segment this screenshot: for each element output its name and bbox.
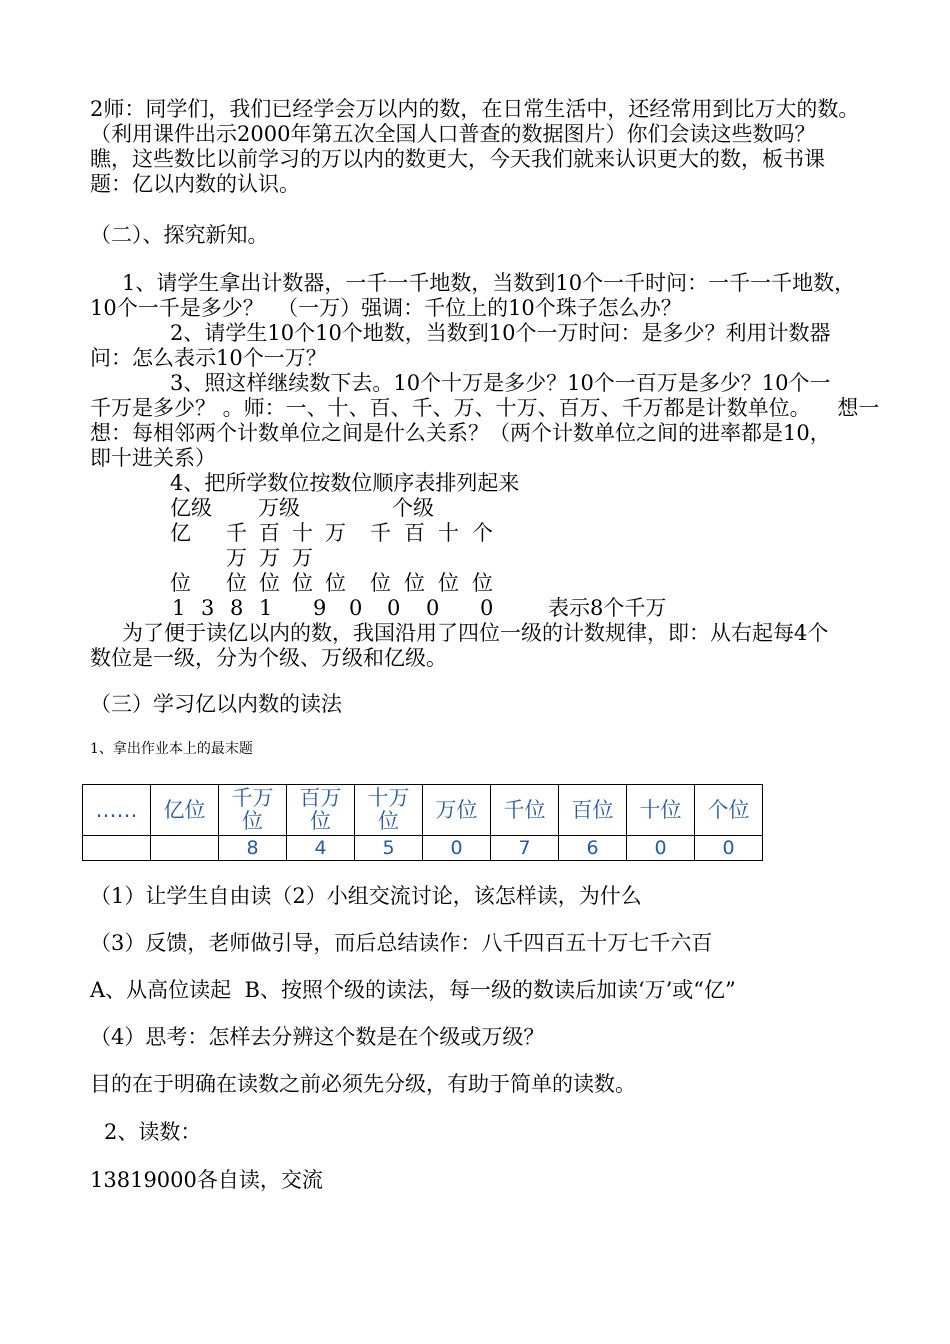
explore-line-7: 想：每相邻两个计数单位之间是什么关系？（两个计数单位之间的进率都是10， (90, 421, 831, 445)
table-cell: 0 (695, 836, 763, 861)
explore-line-8: 即十进关系） (90, 446, 216, 470)
step-1: （1）让学生自由读（2）小组交流讨论，该怎样读，为什么 (90, 884, 642, 908)
explore-line-4: 问：怎么表示10个一万？ (90, 346, 327, 370)
digit: 1 (259, 596, 273, 620)
unit-bottom: 位 (438, 571, 459, 595)
explore-line-2: 10个一千是多少？ （一万）强调：千位上的10个珠子怎么办？ (90, 296, 682, 320)
table-cell (151, 836, 219, 861)
task-1: 1、拿出作业本上的最末题 (90, 741, 253, 757)
table-header-cell: 个位 (695, 785, 763, 836)
unit-bottom: 位 (325, 571, 346, 595)
table-cell: 0 (423, 836, 491, 861)
place-value-table (82, 784, 763, 861)
digit: 9 (313, 596, 327, 620)
table-header-cell: 百万 位 (287, 785, 355, 836)
unit-top: 个 (472, 521, 493, 545)
table-header-cell: 亿位 (151, 785, 219, 836)
digit: 1 (172, 596, 186, 620)
step-6: 2、读数： (104, 1120, 202, 1144)
table-header-cell: 千位 (491, 785, 559, 836)
group-label-wan: 万级 (258, 496, 300, 520)
intro-line-1: 2师：同学们，我们已经学会万以内的数，在日常生活中，还经常用到比万大的数。 (90, 97, 860, 121)
table-cell: 5 (355, 836, 423, 861)
step-2: （3）反馈，老师做引导，而后总结读作：八千四百五十万七千六百 (90, 931, 713, 955)
explore-line-9: 4、把所学数位按数位顺序表排列起来 (170, 471, 520, 495)
table-header-cell: 千万 位 (219, 785, 287, 836)
unit-bottom: 位 (259, 571, 280, 595)
unit-top: 千 (370, 521, 391, 545)
digit: 8 (230, 596, 244, 620)
step-4: （4）思考：怎样去分辨这个数是在个级或万级？ (90, 1025, 545, 1049)
table-header-cell: 百位 (559, 785, 627, 836)
unit-top: 百 (404, 521, 425, 545)
rule-line-2: 数位是一级，分为个级、万级和亿级。 (90, 646, 447, 670)
unit-top: 十 (292, 521, 313, 545)
unit-bottom: 位 (472, 571, 493, 595)
digit-note: 表示8个千万 (548, 596, 667, 620)
intro-line-3: 瞧，这些数比以前学习的万以内的数更大，今天我们就来认识更大的数，板书课 (90, 147, 825, 171)
unit-mid: 万 (226, 546, 247, 570)
table-cell: 0 (627, 836, 695, 861)
explore-line-1: 1、请学生拿出计数器，一千一千地数，当数到10个一千时问：一千一千地数， (122, 271, 856, 295)
unit-bottom: 位 (226, 571, 247, 595)
table-header-row (83, 785, 763, 836)
unit-top: 千 (226, 521, 247, 545)
group-label-ge: 个级 (392, 496, 434, 520)
unit-bottom: 位 (292, 571, 313, 595)
digit: 3 (201, 596, 215, 620)
unit-top: 亿 (170, 521, 191, 545)
table-cell: 4 (287, 836, 355, 861)
table-cell (83, 836, 151, 861)
table-header-cell: 十位 (627, 785, 695, 836)
table-cell: 6 (559, 836, 627, 861)
digit: 0 (349, 596, 363, 620)
group-label-yi: 亿级 (170, 496, 212, 520)
unit-mid: 万 (259, 546, 280, 570)
table-header-cell: 万位 (423, 785, 491, 836)
table-header-cell: 十万 位 (355, 785, 423, 836)
intro-line-4: 题：亿以内数的认识。 (90, 172, 300, 196)
step-5: 目的在于明确在读数之前必须先分级，有助于简单的读数。 (90, 1072, 636, 1096)
unit-bottom: 位 (370, 571, 391, 595)
table-row (83, 836, 763, 861)
table-cell: 8 (219, 836, 287, 861)
explore-line-6: 千万是多少？ 。师：一、十、百、千、万、十万、百万、千万都是计数单位。 想一 (90, 396, 880, 420)
section-2-heading: （二）、探究新知。 (90, 223, 269, 247)
unit-top: 十 (438, 521, 459, 545)
digit: 0 (426, 596, 440, 620)
table-cell: 7 (491, 836, 559, 861)
explore-line-3: 2、请学生10个10个地数，当数到10个一万时问：是多少？利用计数器 (170, 321, 831, 345)
intro-line-2: （利用课件出示2000年第五次全国人口普查的数据图片）你们会读这些数吗？ (90, 122, 816, 146)
digit: 0 (480, 596, 494, 620)
step-7: 13819000各自读，交流 (90, 1168, 323, 1192)
digit: 0 (387, 596, 401, 620)
unit-top: 百 (259, 521, 280, 545)
explore-line-5: 3、照这样继续数下去。10个十万是多少？10个一百万是多少？10个一 (170, 371, 831, 395)
unit-mid: 万 (292, 546, 313, 570)
step-3: A、从高位读起 B、按照个级的读法，每一级的数读后加读‘万’或“亿” (90, 978, 736, 1002)
unit-bottom: 位 (170, 571, 191, 595)
table-header-cell: …… (83, 785, 151, 836)
rule-line-1: 为了便于读亿以内的数，我国沿用了四位一级的计数规律，即：从右起每4个 (122, 621, 829, 645)
section-3-heading: （三）学习亿以内数的读法 (90, 692, 342, 716)
unit-top: 万 (325, 521, 346, 545)
unit-bottom: 位 (404, 571, 425, 595)
